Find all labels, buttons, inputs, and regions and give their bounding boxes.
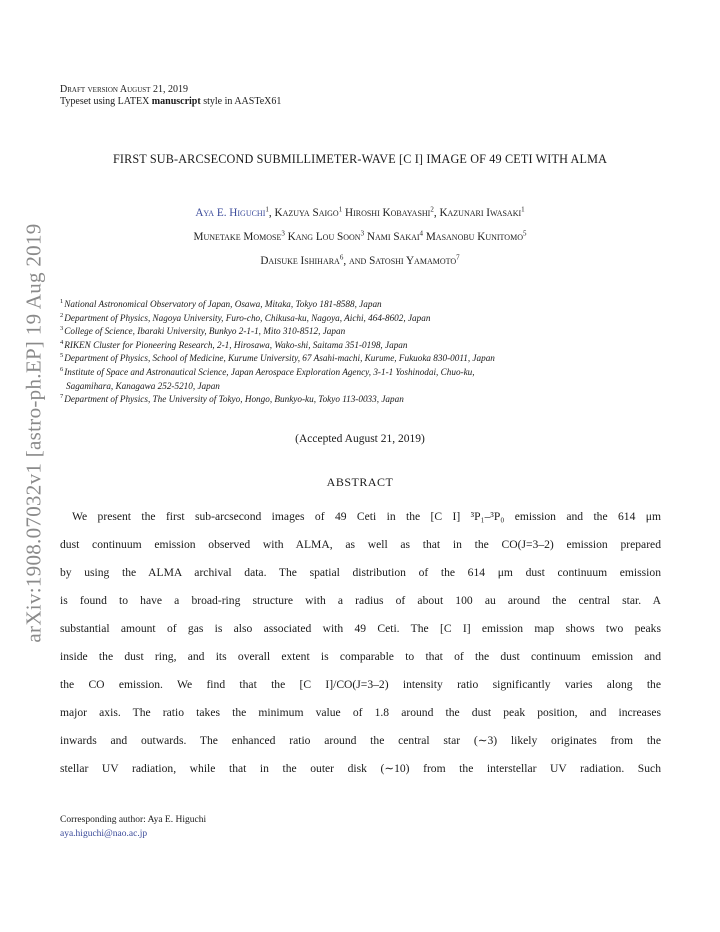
corresponding-author-label: Corresponding author: Aya E. Higuchi [60, 815, 207, 825]
abstract-line: dust continuum emission observed with ALMA, as well as that in the CO(J=3–2) emission prepared [60, 538, 661, 551]
author-name: Masanobu Kunitomo [425, 231, 523, 243]
affiliation: $^3$College of Science, Ibaraki University, Bunkyo 2-1-1, Mito 310-8512, Japan [60, 325, 346, 337]
author-line-2: Munetake Momose$^3$ Kang Lou Soon$^3$ Nami Sakai$^4$ Masanobu Kunitomo$^5$ [193, 229, 527, 243]
author-list [60, 201, 660, 273]
abstract-line: major axis. The ratio takes the minimum value of 1.8 around the dust peak position, and increases [60, 706, 661, 719]
typeset-line: Typeset using LATEX manuscript style in AASTeX61 [60, 96, 282, 107]
abstract-heading: ABSTRACT [326, 475, 394, 489]
abstract-line: stellar UV radiation, while that in the outer disk (∼10) from the interstellar UV radiation. Such [60, 762, 661, 775]
abstract-body [60, 503, 661, 783]
affiliation: $^4$RIKEN Cluster for Pioneering Research, 2-1, Hirosawa, Wako-shi, Saitama 351-0198, Japan [60, 338, 408, 350]
author-name: Kang Lou Soon [287, 231, 361, 243]
author-name: Daisuke Ishihara [260, 255, 340, 267]
corresponding-author [60, 813, 206, 841]
author-name: Munetake Momose [193, 231, 282, 243]
author-line-3: Daisuke Ishihara$^6$, and Satoshi Yamamoto$^7$ [260, 253, 460, 267]
author-email-link[interactable]: aya.higuchi@nao.ac.jp [60, 829, 148, 839]
abstract-line: the CO emission. We find that the [C I]/CO(J=3–2) intensity ratio significantly varies along the [60, 678, 661, 691]
affiliation-list [60, 298, 675, 407]
abstract-line: substantial amount of gas is also associated with 49 Ceti. The [C I] emission map shows two peaks [60, 622, 661, 635]
abstract-line: by using the ALMA archival data. The spatial distribution of the 614 μm dust continuum emission [60, 566, 661, 579]
author-name: Satoshi Yamamoto [369, 255, 457, 267]
abstract-line: inwards and outwards. The enhanced ratio around the central star (∼3) likely originates from the [60, 734, 661, 747]
affiliation: $^1$National Astronomical Observatory of Japan, Osawa, Mitaka, Tokyo 181-8588, Japan [60, 297, 382, 309]
author-name: Hiroshi Kobayashi [345, 207, 431, 219]
author-and: and [348, 255, 367, 267]
author-name: Nami Sakai [366, 231, 420, 243]
affiliation: $^6$Institute of Space and Astronautical Science, Japan Aerospace Exploration Agency, 3-1-1 Yoshinodai, Chuo-ku, [60, 365, 475, 377]
author-name[interactable]: Aya E. Higuchi [195, 207, 266, 219]
author-line-1: Aya E. Higuchi$^1$, Kazuya Saigo$^1$ Hiroshi Kobayashi$^2$, Kazunari Iwasaki$^1$ [195, 205, 525, 219]
accepted-date: (Accepted August 21, 2019) [295, 433, 425, 445]
abstract-line: is found to have a broad-ring structure with a radius of about 100 au around the central star. A [60, 594, 661, 607]
paper-title: FIRST SUB-ARCSECOND SUBMILLIMETER-WAVE [C I] IMAGE OF 49 CETI WITH ALMA [112, 152, 608, 166]
author-name: Kazuya Saigo [274, 207, 339, 219]
affiliation: $^7$Department of Physics, The University of Tokyo, Hongo, Bunkyo-ku, Tokyo 113-0033, Japan [60, 393, 404, 405]
affiliation: $^2$Department of Physics, Nagoya University, Furo-cho, Chikusa-ku, Nagoya, Aichi, 464-8602, Japan [60, 311, 431, 323]
abstract-line: inside the dust ring, and its overall extent is comparable to that of the dust continuum emission and [60, 650, 661, 663]
header [60, 84, 281, 108]
draft-version: Draft version August 21, 2019 [60, 84, 188, 95]
affiliation-continued: Sagamihara, Kanagawa 252-5210, Japan [66, 380, 220, 391]
abstract-line: We present the first sub-arcsecond images of 49 Ceti in the [C I] ³P₁–³P₀ emission and the 614 μm [72, 510, 661, 523]
author-name: Kazunari Iwasaki [439, 207, 522, 219]
affiliation: $^5$Department of Physics, School of Medicine, Kurume University, 67 Asahi-machi, Kurume, Fukuoka 830-0011, Japan [60, 352, 495, 364]
